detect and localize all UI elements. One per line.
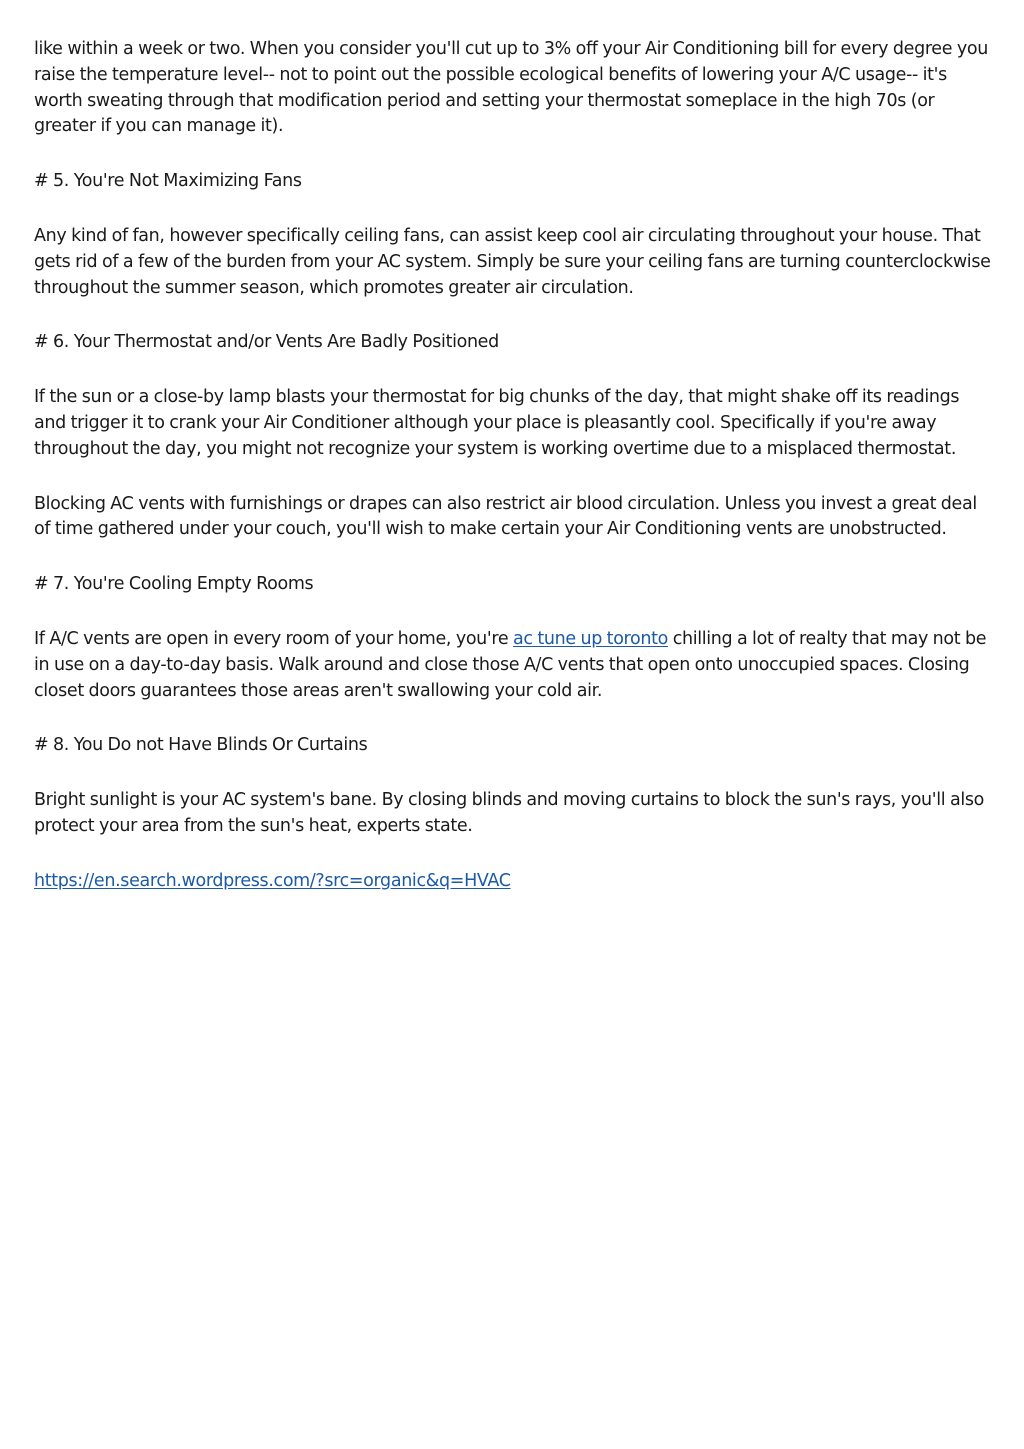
wordpress-search-link[interactable]: https://en.search.wordpress.com/?src=organic&q=HVAC: [34, 870, 511, 891]
paragraph-ac-temperature: like within a week or two. When you consider you'll cut up to 3% off your Air Conditioning bill for every degree you raise the temperature level-- not to point out the possible ecological benefits of lowering your A/C usage-- it's worth sweating through that modification period and setting your thermostat someplace in the high 70s (or greater if you can manage it).: [34, 39, 988, 137]
paragraph-empty-rooms-after: chilling a lot of realty that may not be in use on a day-to-day basis. Walk around and close those A/C vents that open onto unoccupied spaces. Closing closet doors guarantees those areas aren't swallowing your cold air.: [34, 628, 987, 701]
heading-empty-rooms: # 7. You're Cooling Empty Rooms: [34, 574, 314, 595]
paragraph-empty-rooms: [34, 627, 994, 704]
paragraph-sunlight: Bright sunlight is your AC system's bane. By closing blinds and moving curtains to block the sun's rays, you'll also protect your area from the sun's heat, experts state.: [34, 790, 985, 836]
heading-fans: # 5. You're Not Maximizing Fans: [34, 171, 302, 192]
paragraph-empty-rooms-before: If A/C vents are open in every room of your home, you're: [34, 628, 513, 649]
paragraph-thermostat: If the sun or a close-by lamp blasts your thermostat for big chunks of the day, that might shake off its readings and trigger it to crank your Air Conditioner although your place is pleasantly cool. Specifically if you're away throughout the day, you might not recognize your system is working overtime due to a misplaced thermostat.: [34, 387, 960, 459]
heading-thermostat: # 6. Your Thermostat and/or Vents Are Badly Positioned: [34, 332, 499, 353]
heading-blinds: # 8. You Do not Have Blinds Or Curtains: [34, 735, 368, 756]
paragraph-vents: Blocking AC vents with furnishings or drapes can also restrict air blood circulation. Unless you invest a great deal of time gathered under your couch, you'll wish to make certain your Air Conditioning vents are unobstructed.: [34, 493, 977, 540]
ac-tune-up-link[interactable]: ac tune up toronto: [512, 628, 668, 649]
paragraph-fans: Any kind of fan, however specifically ceiling fans, can assist keep cool air circulating throughout your house. That gets rid of a few of the burden from your AC system. Simply be sure your ceiling fans are turning counterclockwise throughout the summer season, which promotes greater air circulation.: [34, 225, 991, 298]
document-body: [34, 37, 994, 924]
footer-link-paragraph: [34, 869, 994, 895]
